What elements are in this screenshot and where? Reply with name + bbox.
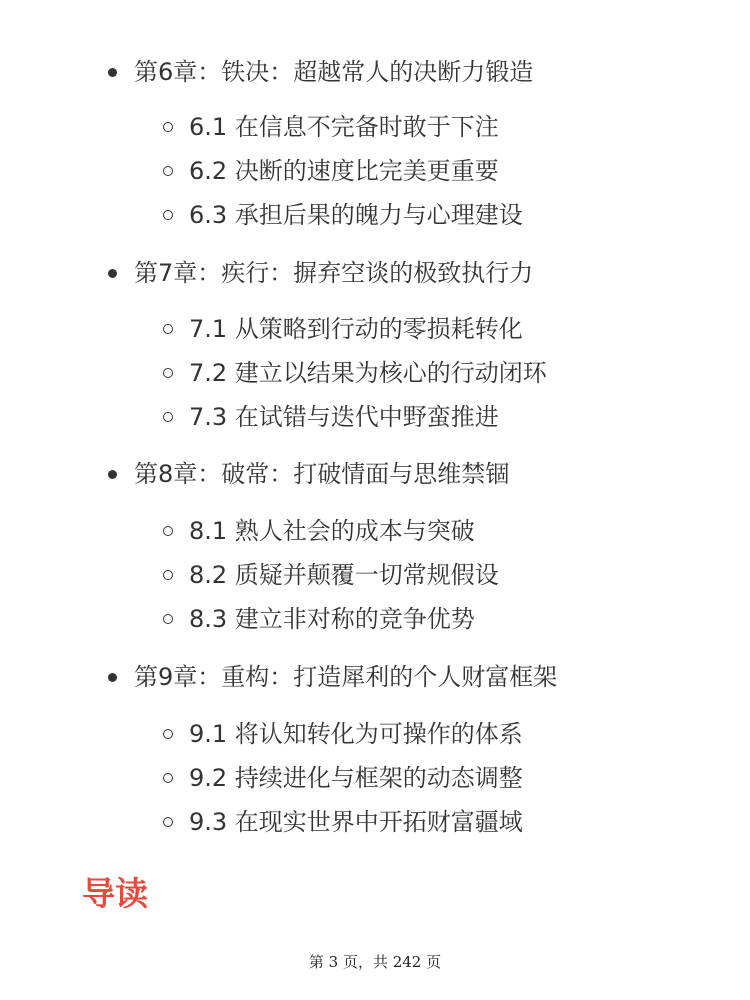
disc-bullet-icon — [108, 470, 117, 479]
circle-bullet-icon — [163, 210, 173, 220]
circle-bullet-icon — [163, 570, 173, 580]
section-title: 6.3 承担后果的魄力与心理建设 — [189, 201, 523, 229]
section-item — [163, 714, 523, 754]
circle-bullet-icon — [163, 729, 173, 739]
section-heading: 导读 — [82, 874, 148, 913]
section-item — [163, 107, 499, 147]
section-title: 9.3 在现实世界中开拓财富疆域 — [189, 808, 523, 836]
section-title: 8.2 质疑并颠覆一切常规假设 — [189, 561, 499, 589]
circle-bullet-icon — [163, 526, 173, 536]
section-item — [163, 353, 547, 393]
chapter-item — [108, 52, 533, 92]
circle-bullet-icon — [163, 166, 173, 176]
section-item — [163, 309, 523, 349]
circle-bullet-icon — [163, 324, 173, 334]
section-item — [163, 397, 499, 437]
chapter-item — [108, 253, 533, 293]
section-title: 9.2 持续进化与框架的动态调整 — [189, 764, 523, 792]
page-footer: 第 3 页，共 242 页 — [308, 953, 442, 971]
chapter-title: 第6章：铁决：超越常人的决断力锻造 — [134, 58, 534, 86]
section-item — [163, 555, 499, 595]
circle-bullet-icon — [163, 412, 173, 422]
chapter-title: 第9章：重构：打造犀利的个人财富框架 — [134, 663, 558, 691]
section-title: 7.1 从策略到行动的零损耗转化 — [189, 315, 523, 343]
section-item — [163, 758, 523, 798]
disc-bullet-icon — [108, 269, 117, 278]
section-title: 6.2 决断的速度比完美更重要 — [189, 157, 499, 185]
section-title: 7.3 在试错与迭代中野蛮推进 — [189, 403, 499, 431]
section-title: 7.2 建立以结果为核心的行动闭环 — [189, 359, 547, 387]
section-title: 6.1 在信息不完备时敢于下注 — [189, 113, 499, 141]
circle-bullet-icon — [163, 773, 173, 783]
chapter-item — [108, 657, 557, 697]
disc-bullet-icon — [108, 673, 117, 682]
chapter-title: 第7章：疾行：摒弃空谈的极致执行力 — [134, 259, 534, 287]
chapter-item — [108, 454, 509, 494]
circle-bullet-icon — [163, 122, 173, 132]
circle-bullet-icon — [163, 614, 173, 624]
circle-bullet-icon — [163, 368, 173, 378]
chapter-title: 第8章：破常：打破情面与思维禁锢 — [134, 460, 510, 488]
section-title: 8.1 熟人社会的成本与突破 — [189, 517, 475, 545]
section-title: 9.1 将认知转化为可操作的体系 — [189, 720, 523, 748]
section-title: 8.3 建立非对称的竞争优势 — [189, 605, 475, 633]
section-item — [163, 511, 475, 551]
section-item — [163, 151, 499, 191]
disc-bullet-icon — [108, 68, 117, 77]
circle-bullet-icon — [163, 817, 173, 827]
section-item — [163, 599, 475, 639]
section-item — [163, 802, 523, 842]
section-item — [163, 195, 523, 235]
